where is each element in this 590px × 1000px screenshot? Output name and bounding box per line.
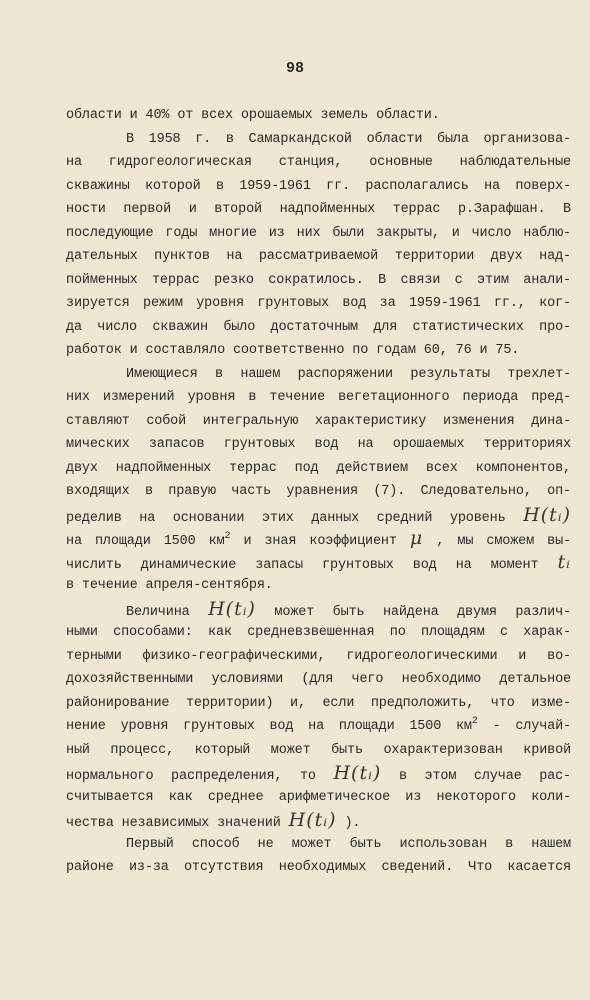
text-segment: терными физико-географическими, гидрогеологическими и во-	[66, 648, 571, 664]
text-segment: ными способами: как средневзвешенная по площадям с харак-	[66, 625, 571, 640]
text-segment: ставляют собой интегральную характеристику изменения дина-	[66, 413, 571, 429]
text-segment: в течение апреля-сентября.	[66, 578, 273, 593]
text-line	[66, 645, 571, 669]
text-line	[66, 433, 571, 457]
text-line	[66, 104, 571, 128]
handwritten-formula: H(tᵢ)	[333, 762, 382, 784]
text-line	[66, 809, 571, 833]
text-line	[66, 269, 571, 293]
text-line	[66, 786, 571, 810]
text-segment: районирование территории) и, если предположить, что изме-	[66, 695, 571, 711]
text-segment: двух надпойменных террас под действием всех компонентов,	[66, 460, 571, 476]
text-segment: - случай-	[477, 719, 571, 734]
handwritten-formula: μ	[409, 527, 424, 549]
text-segment: , мы сможем вы-	[423, 534, 571, 549]
text-line	[66, 504, 571, 528]
text-segment: нормального распределения, то	[66, 769, 334, 784]
text-segment: может быть найдена двумя различ-	[255, 604, 571, 620]
text-segment: ределив на основании этих данных средний уровень	[66, 510, 524, 526]
text-segment: на гидрогеологическая станция, основные наблюдательные	[66, 155, 571, 170]
text-segment: них измерений уровня в течение вегетационного периода пред-	[66, 390, 571, 405]
text-line	[66, 410, 571, 434]
text-line	[66, 762, 571, 786]
text-line	[66, 316, 571, 340]
text-segment: области и 40% от всех орошаемых земель области.	[66, 108, 440, 123]
text-segment: зируется режим уровня грунтовых вод за 1959-1961 гг., ког-	[66, 296, 571, 311]
text-segment: районе из-за отсутствия необходимых сведений. Что касается	[66, 860, 571, 875]
text-segment: на площади 1500 км	[66, 534, 225, 549]
text-segment: входящих в правую часть уравнения (7). Следовательно, оп-	[66, 484, 571, 499]
handwritten-formula: H(tᵢ)	[208, 597, 256, 620]
text-segment: нение уровня грунтовых вод на площади 1500 км	[66, 719, 472, 734]
text-line	[66, 128, 571, 152]
text-segment: Первый способ не может быть использован в нашем	[126, 836, 571, 852]
text-line	[66, 245, 571, 269]
text-line	[66, 692, 571, 716]
text-segment: ).	[336, 816, 361, 831]
superscript: 2	[224, 531, 231, 542]
text-segment: да число скважин было достаточным для статистических про-	[66, 319, 571, 335]
text-line	[66, 457, 571, 481]
text-line	[66, 198, 571, 222]
text-segment: последующие годы многие из них были закрыты, и число наблю-	[66, 225, 571, 241]
text-segment: ности первой и второй надпойменных террас р.Зарафшан. В	[66, 202, 571, 217]
superscript: 2	[471, 716, 478, 727]
text-segment: числить динамические запасы грунтовых вод на момент	[66, 557, 558, 573]
text-line	[66, 339, 571, 363]
text-line	[66, 480, 571, 504]
document-body	[66, 104, 571, 880]
text-line	[66, 222, 571, 246]
text-segment: В 1958 г. в Самаркандской области была организова-	[126, 131, 571, 147]
text-line	[66, 621, 571, 645]
text-line	[66, 292, 571, 316]
text-line	[66, 551, 571, 575]
text-segment: ный процесс, который может быть охарактеризован кривой	[66, 742, 571, 758]
handwritten-formula: H(tᵢ)	[288, 809, 337, 831]
text-line	[66, 175, 571, 199]
handwritten-formula: tᵢ	[557, 550, 571, 573]
text-line	[66, 527, 571, 551]
text-segment: Величина	[126, 604, 209, 620]
text-line	[66, 739, 571, 763]
text-line	[66, 833, 571, 857]
text-segment: считывается как среднее арифметическое из некоторого коли-	[66, 789, 571, 805]
text-segment: пойменных террас резко сократилось. В связи с этим анали-	[66, 272, 571, 288]
text-line	[66, 668, 571, 692]
text-line	[66, 715, 571, 739]
text-segment: работок и составляло соответственно по годам 60, 76 и 75.	[66, 343, 520, 358]
text-segment: чества независимых значений	[66, 816, 289, 831]
text-line	[66, 574, 571, 598]
handwritten-formula: H(tᵢ)	[523, 503, 571, 526]
page-number: 98	[285, 60, 304, 77]
text-line	[66, 598, 571, 622]
text-segment: Имеющиеся в нашем распоряжении результаты трехлет-	[126, 366, 571, 382]
text-segment: дохозяйственными условиями (для чего необходимо детальное	[66, 672, 571, 687]
text-segment: мических запасов грунтовых вод на орошаемых территориях	[66, 437, 571, 452]
text-line	[66, 386, 571, 410]
text-segment: скважины которой в 1959-1961 гг. располагались на поверх-	[66, 178, 571, 194]
text-segment: дательных пунктов на рассматриваемой территории двух над-	[66, 249, 571, 264]
text-segment: и зная коэффициент	[230, 534, 410, 549]
text-segment: в этом случае рас-	[381, 769, 571, 784]
text-line	[66, 151, 571, 175]
text-line	[66, 856, 571, 880]
text-line	[66, 363, 571, 387]
